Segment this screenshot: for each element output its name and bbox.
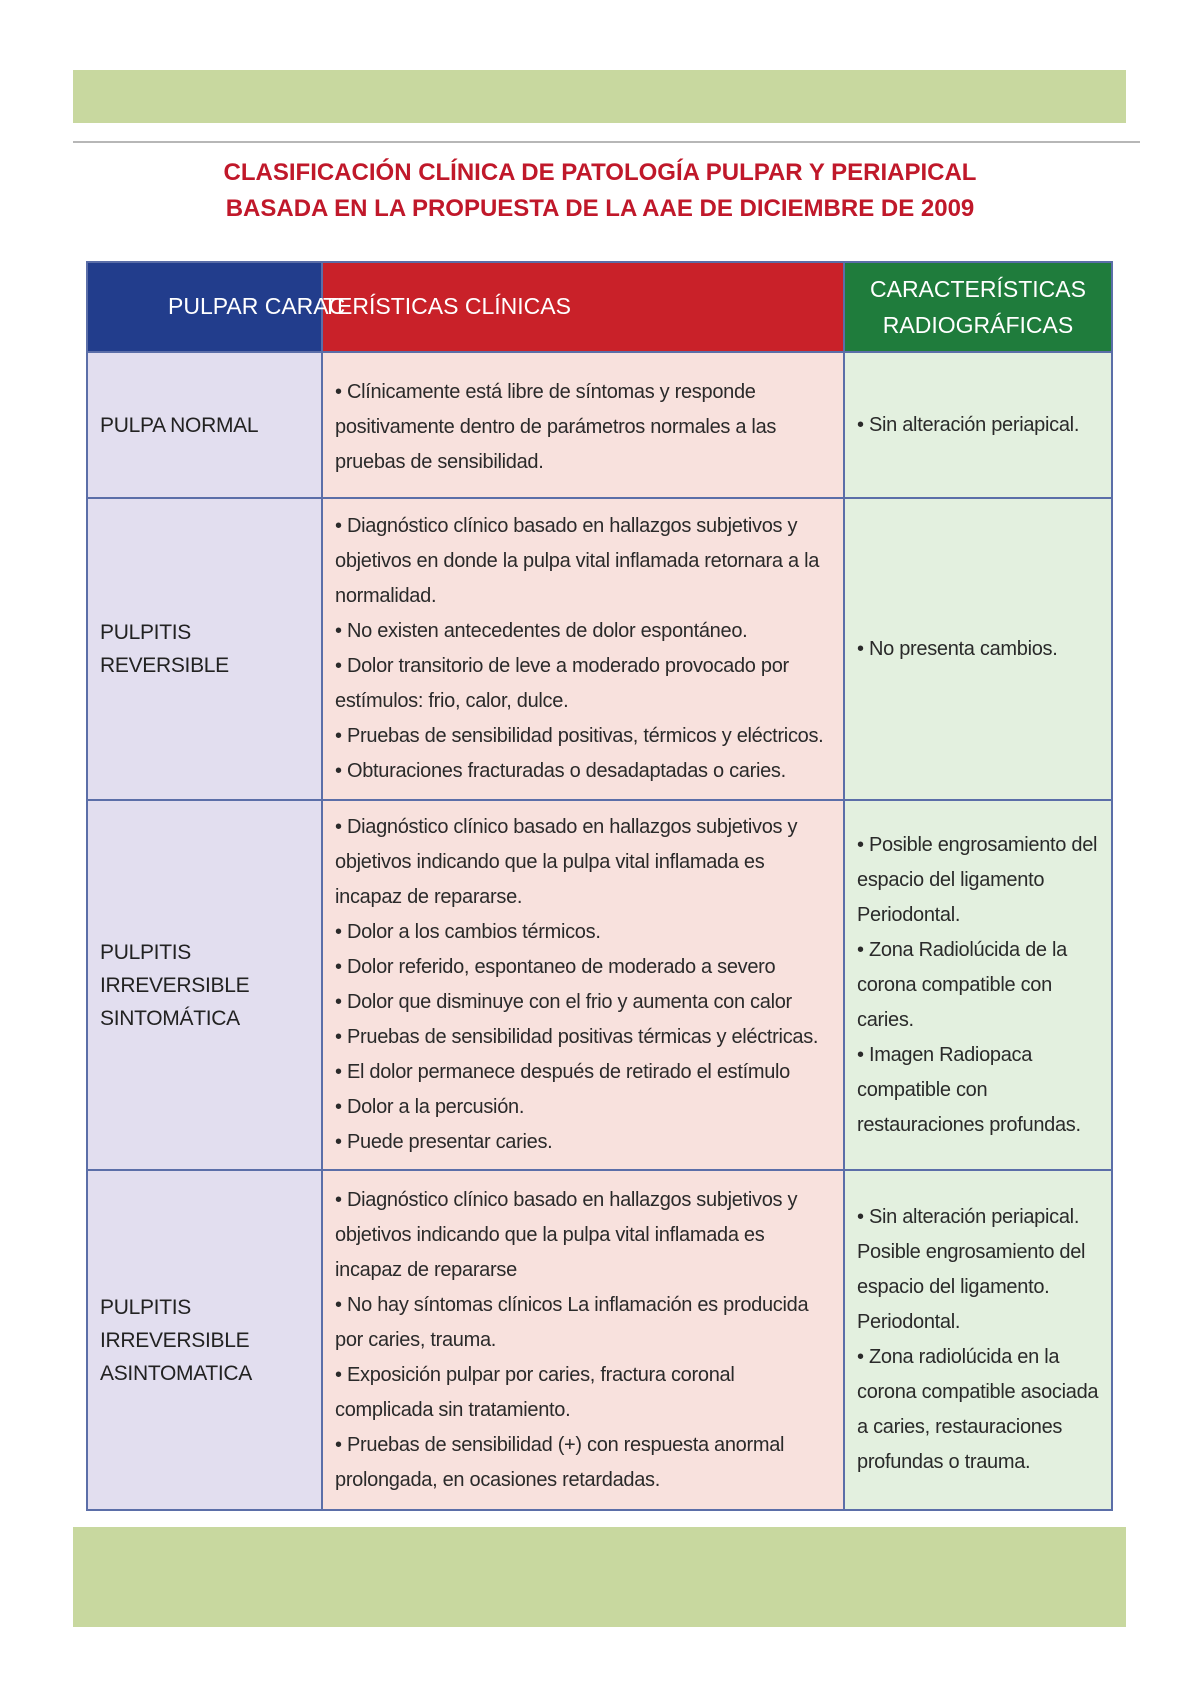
table-row [87, 1170, 1112, 1510]
header-radiographic [844, 262, 1112, 352]
condition-cell [87, 498, 322, 800]
table-header-row [87, 262, 1112, 352]
clinical-item: • Obturaciones fracturadas o desadaptadas o caries. [335, 754, 835, 789]
radiographic-item: • Sin alteración periapical. [857, 408, 1103, 443]
radiographic-item: • Zona Radiolúcida de la corona compatible con caries. [857, 933, 1103, 1038]
footer-band [73, 1527, 1126, 1627]
header-rule [73, 141, 1140, 143]
radiographic-cell [844, 352, 1112, 498]
radiographic-item: • Imagen Radiopaca compatible con restauraciones profundas. [857, 1038, 1103, 1143]
condition-cell [87, 800, 322, 1170]
clinical-item: • Dolor que disminuye con el frio y aumenta con calor [335, 985, 835, 1020]
header-pulpar-label: PULPAR CARAC [168, 293, 346, 319]
radiographic-cell [844, 1170, 1112, 1510]
clinical-list [335, 810, 835, 1160]
title-line-1: CLASIFICACIÓN CLÍNICA DE PATOLOGÍA PULPAR Y PERIAPICAL [223, 159, 977, 186]
radiographic-list [857, 828, 1103, 1143]
clinical-item: • Dolor a la percusión. [335, 1090, 835, 1125]
condition-cell [87, 352, 322, 498]
header-radiographic-line-1: CARACTERÍSTICAS [870, 276, 1086, 302]
radiographic-item: • Zona radiolúcida en la corona compatible asociada a caries, restauraciones profundas o trauma. [857, 1340, 1103, 1480]
clinical-item: • Dolor referido, espontaneo de moderado a severo [335, 950, 835, 985]
condition-label-line-1: PULPITIS IRREVERSIBLE [100, 940, 250, 997]
condition-label: PULPA NORMAL [100, 413, 259, 437]
clinical-item: • No hay síntomas clínicos La inflamación es producida por caries, trauma. [335, 1288, 835, 1358]
table-row [87, 800, 1112, 1170]
clinical-list [335, 375, 835, 480]
radiographic-item: • Sin alteración periapical. Posible engrosamiento del espacio del ligamento. Periodontal. [857, 1200, 1103, 1340]
radiographic-item: • No presenta cambios. [857, 632, 1103, 667]
radiographic-item: • Posible engrosamiento del espacio del ligamento Periodontal. [857, 828, 1103, 933]
radiographic-list [857, 408, 1103, 443]
clinical-item: • Dolor a los cambios térmicos. [335, 915, 835, 950]
clinical-cell [322, 1170, 844, 1510]
clinical-item: • Diagnóstico clínico basado en hallazgos subjetivos y objetivos indicando que la pulpa vital inflamada es incapaz de repararse. [335, 810, 835, 915]
clinical-list [335, 509, 835, 789]
radiographic-cell [844, 800, 1112, 1170]
clinical-cell [322, 800, 844, 1170]
condition-label: PULPITIS REVERSIBLE [100, 621, 229, 677]
clinical-item: • Pruebas de sensibilidad (+) con respuesta anormal prolongada, en ocasiones retardadas. [335, 1428, 835, 1498]
header-clinical [322, 262, 844, 352]
header-band [73, 70, 1126, 123]
clinical-cell [322, 498, 844, 800]
condition-cell [87, 1170, 322, 1510]
radiographic-list [857, 632, 1103, 667]
clinical-list [335, 1183, 835, 1498]
condition-label-line-2: SINTOMÁTICA [100, 1006, 240, 1030]
clinical-item: • Exposición pulpar por caries, fractura coronal complicada sin tratamiento. [335, 1358, 835, 1428]
header-radiographic-line-2: RADIOGRÁFICAS [882, 312, 1074, 338]
table-row [87, 498, 1112, 800]
table-row [87, 352, 1112, 498]
clinical-item: • Puede presentar caries. [335, 1125, 835, 1160]
radiographic-cell [844, 498, 1112, 800]
clinical-item: • Dolor transitorio de leve a moderado provocado por estímulos: frio, calor, dulce. [335, 649, 835, 719]
classification-table [86, 261, 1113, 1511]
condition-label-line-2: ASINTOMATICA [100, 1361, 252, 1385]
clinical-item: • Diagnóstico clínico basado en hallazgos subjetivos y objetivos en donde la pulpa vital inflamada retornara a la normalidad. [335, 509, 835, 614]
clinical-item: • No existen antecedentes de dolor espontáneo. [335, 614, 835, 649]
clinical-item: • Clínicamente está libre de síntomas y responde positivamente dentro de parámetros normales a las pruebas de sensibilidad. [335, 375, 835, 480]
title-line-2: BASADA EN LA PROPUESTA DE LA AAE DE DICIEMBRE DE 2009 [225, 195, 975, 222]
condition-label-line-1: PULPITIS IRREVERSIBLE [100, 1295, 250, 1352]
header-pulpar [87, 262, 346, 352]
clinical-item: • Pruebas de sensibilidad positivas térmicas y eléctricas. [335, 1020, 835, 1055]
page-title [0, 155, 1200, 227]
radiographic-list [857, 1200, 1103, 1480]
clinical-item: • Pruebas de sensibilidad positivas, térmicos y eléctricos. [335, 719, 835, 754]
header-clinical-label: TERÍSTICAS CLÍNICAS [323, 293, 571, 319]
clinical-item: • Diagnóstico clínico basado en hallazgos subjetivos y objetivos indicando que la pulpa vital inflamada es incapaz de repararse [335, 1183, 835, 1288]
clinical-item: • El dolor permanece después de retirado el estímulo [335, 1055, 835, 1090]
clinical-cell [322, 352, 844, 498]
